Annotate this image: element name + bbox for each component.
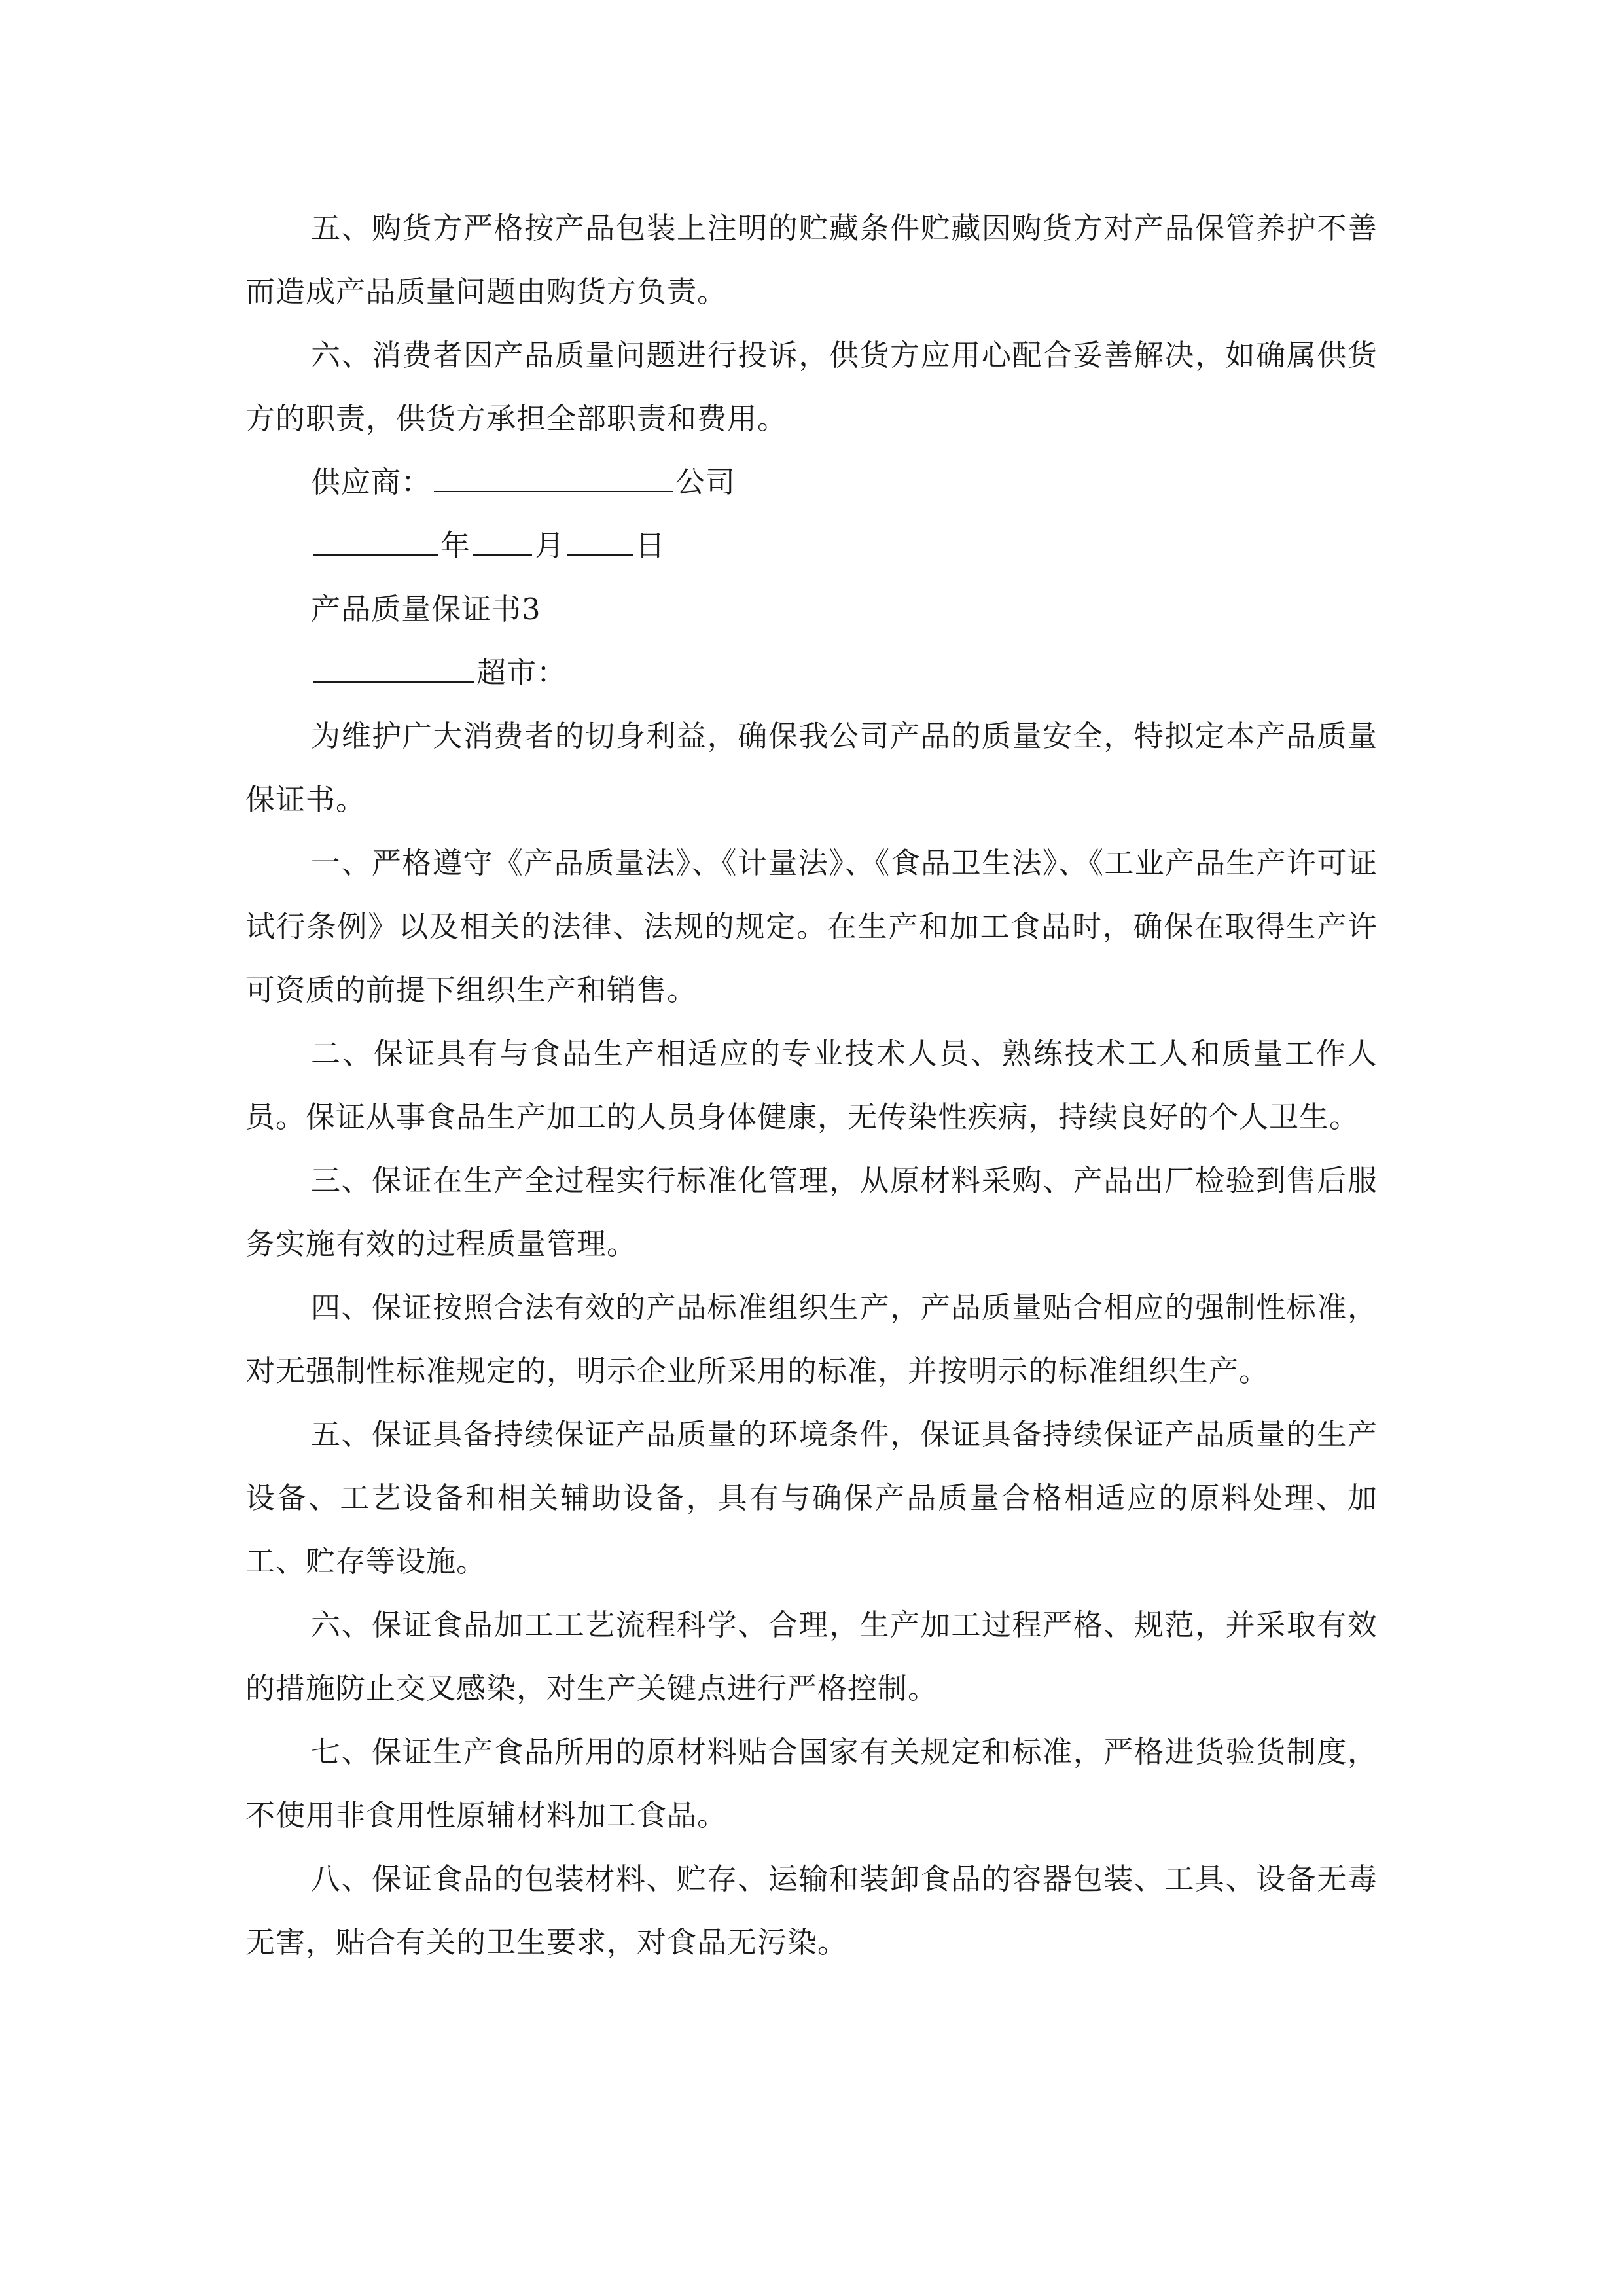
day-label: 日 [635,528,666,563]
addressee-line [245,641,1378,704]
date-line [245,514,1378,577]
supplier-blank [434,459,673,492]
clause-two-personnel: 二、保证具有与食品生产相适应的专业技术人员、熟练技术工人和质量工作人员。保证从事食品生产加工的人员身体健康，无传染性疾病，持续良好的个人卫生。 [245,1036,1378,1134]
clause-eight-packaging: 八、保证食品的包装材料、贮存、运输和装卸食品的容器包装、工具、设备无毒无害，贴合有关的卫生要求，对食品无污染。 [245,1861,1378,1960]
clause-five-equipment: 五、保证具备持续保证产品质量的环境条件，保证具备持续保证产品质量的生产设备、工艺设备和相关辅助设备，具有与确保产品质量合格相适应的原料处理、加工、贮存等设施。 [245,1417,1378,1579]
addressee-suffix: 超市： [476,655,567,690]
supermarket-blank [313,650,474,683]
clause-five-purchaser: 五、购货方严格按产品包装上注明的贮藏条件贮藏因购货方对产品保管养护不善而造成产品质量问题由购货方负责。 [245,211,1378,309]
intro-paragraph: 为维护广大消费者的切身利益，确保我公司产品的质量安全，特拟定本产品质量保证书。 [245,719,1378,817]
supplier-label: 供应商： [311,465,432,499]
day-blank [567,523,633,556]
document-body [245,196,1378,1974]
month-blank [473,523,532,556]
supplier-suffix: 公司 [675,465,736,499]
clause-one-laws: 一、严格遵守《产品质量法》、《计量法》、《食品卫生法》、《工业产品生产许可证试行条例》以及相关的法律、法规的规定。在生产和加工食品时，确保在取得生产许可资质的前提下组织生产和销售。 [245,846,1378,1007]
month-label: 月 [535,528,565,563]
clause-four-standards: 四、保证按照合法有效的产品标准组织生产，产品质量贴合相应的强制性标准，对无强制性标准规定的，明示企业所采用的标准，并按明示的标准组织生产。 [245,1290,1378,1388]
year-label: 年 [440,528,471,563]
supplier-line [245,450,1378,514]
section-title: 产品质量保证书3 [311,592,541,626]
clause-seven-materials: 七、保证生产食品所用的原材料贴合国家有关规定和标准，严格进货验货制度，不使用非食用性原辅材料加工食品。 [245,1734,1378,1833]
clause-six-complaints: 六、消费者因产品质量问题进行投诉，供货方应用心配合妥善解决，如确属供货方的职责，供货方承担全部职责和费用。 [245,338,1378,436]
year-blank [313,523,438,556]
clause-three-management: 三、保证在生产全过程实行标准化管理，从原材料采购、产品出厂检验到售后服务实施有效的过程质量管理。 [245,1163,1378,1261]
clause-six-process: 六、保证食品加工工艺流程科学、合理，生产加工过程严格、规范，并采取有效的措施防止交叉感染，对生产关键点进行严格控制。 [245,1607,1378,1706]
